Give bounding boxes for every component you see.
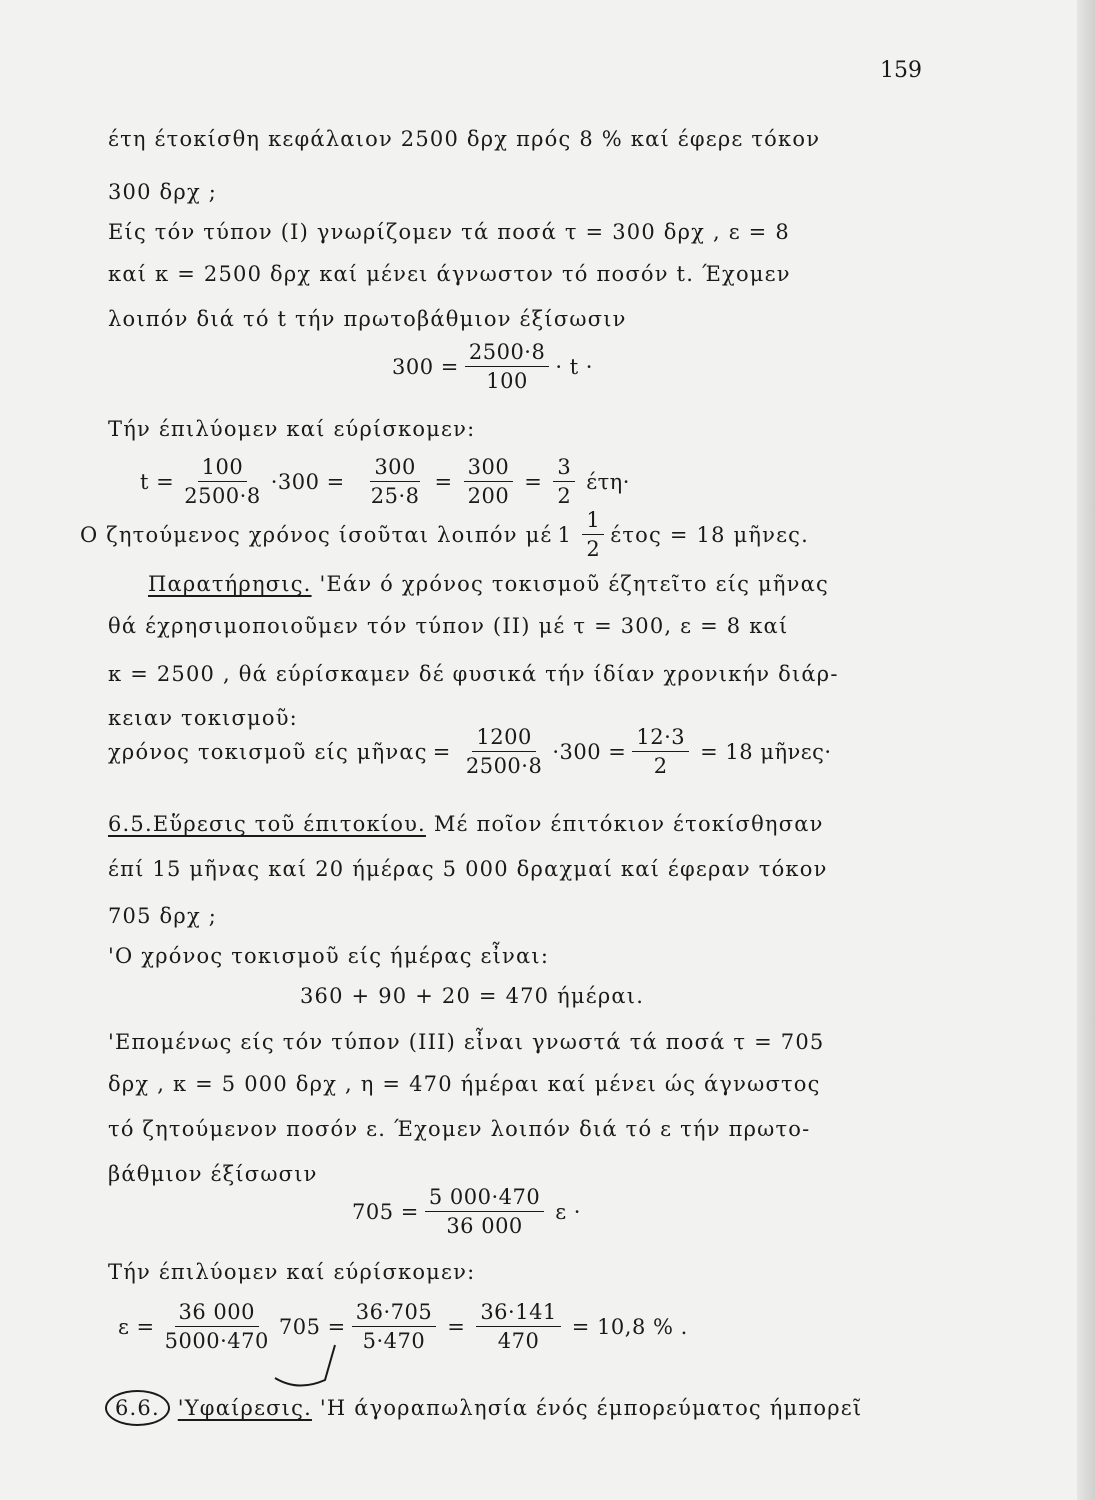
equation-3 [108, 725, 837, 778]
eq-lhs: 705 = [352, 1199, 419, 1224]
fraction [180, 455, 264, 508]
text-line [105, 1390, 862, 1426]
text-span: 'Η άγοραπωλησία ένός έμπορεύματος ήμπορεῖ [319, 1396, 863, 1420]
eq-op: = [432, 739, 451, 764]
numerator: 5 000·470 [425, 1185, 544, 1212]
fraction [476, 1300, 560, 1353]
eq-tail: έτος = 18 μῆνες. [610, 522, 810, 547]
numerator: 100 [198, 455, 248, 482]
eq-op: 705 = [278, 1314, 346, 1339]
eq-lhs: t = [140, 469, 175, 494]
fraction [367, 455, 424, 508]
text-line: 'Ο χρόνος τοκισμοῦ είς ήμέρας εἶναι: [108, 944, 550, 968]
denominator: 25·8 [370, 484, 420, 509]
denominator: 100 [486, 369, 528, 394]
text-line [148, 570, 829, 598]
eq-op: = [434, 469, 453, 494]
numerator: 1200 [472, 725, 535, 752]
denominator: 200 [467, 484, 510, 509]
text-line: 'Επομένως είς τόν τύπον (III) εἶναι γνωστά τά ποσά τ = 705 [108, 1030, 825, 1054]
text-span: 'Εάν ό χρόνος τοκισμοῦ έζητεῖτο είς μῆνας [319, 572, 829, 596]
text-line: βάθμιον έξίσωσιν [108, 1162, 318, 1186]
eq-tail: έτη· [586, 469, 630, 494]
text-line: έπί 15 μῆνας καί 20 ήμέρας 5 000 δραχμαί καί έφεραν τόκον [108, 857, 828, 881]
eq-lhs: ε = [118, 1314, 155, 1339]
text-line [108, 810, 824, 838]
eq-tail: · t · [555, 354, 593, 379]
numerator: 36·705 [352, 1300, 436, 1327]
numerator: 12·3 [632, 725, 689, 752]
denominator: 2 [653, 754, 668, 779]
denominator: 2 [586, 537, 601, 562]
text-line: 300 δρχ ; [108, 180, 218, 204]
numerator: 36·141 [476, 1300, 560, 1327]
fraction [465, 340, 549, 393]
equation-2 [140, 455, 635, 508]
section-heading: 'Υφαίρεσις. [177, 1396, 312, 1420]
denominator: 470 [497, 1329, 540, 1354]
numerator: 2500·8 [465, 340, 549, 367]
text-line: Είς τόν τύπον (I) γνωρίζομεν τά ποσά τ = 300 δρχ , ε = 8 [108, 220, 790, 244]
text-line: λοιπόν διά τό t τήν πρωτοβάθμιον έξίσωσιν [108, 307, 627, 331]
mixed-whole: 1 [557, 522, 572, 547]
page-edge [1077, 0, 1095, 1500]
text-line: Ο ζητούμενος χρόνος ίσοῦται λοιπόν μέ [80, 522, 553, 547]
numerator: 3 [553, 455, 575, 482]
eq-op: ·300 = [270, 469, 345, 494]
fraction [352, 1300, 436, 1353]
text-line: κειαν τοκισμοῦ: [108, 706, 298, 730]
section-heading: 6.5.Εὕρεσις τοῦ έπιτοκίου. [108, 812, 426, 836]
numerator: 1 [582, 508, 604, 535]
text-line: θά έχρησιμοποιοῦμεν τόν τύπον (II) μέ τ = 300, ε = 8 καί [108, 614, 789, 638]
hand-check-mark [270, 1340, 340, 1395]
eq-tail: ε · [555, 1199, 581, 1224]
section-heading: Παρατήρησις. [148, 572, 312, 596]
fraction [462, 725, 546, 778]
text-line: κ = 2500 , θά εύρίσκαμεν δέ φυσικά τήν ίδίαν χρονικήν διάρ- [108, 662, 839, 686]
eq-op: ·300 = [552, 739, 627, 764]
numerator: 300 [370, 455, 420, 482]
equation-5 [118, 1300, 693, 1353]
page-number: 159 [880, 58, 922, 83]
denominator: 5000·470 [164, 1329, 269, 1354]
fraction [582, 508, 604, 561]
text-line: Τήν έπιλύομεν καί εύρίσκομεν: [108, 417, 476, 441]
eq-op: = [447, 1314, 466, 1339]
eq-lhs: 300 = [392, 354, 459, 379]
fraction [425, 1185, 544, 1238]
denominator: 2 [557, 484, 572, 509]
text-line: έτη έτοκίσθη κεφάλαιον 2500 δρχ πρός 8 % καί έφερε τόκον [108, 127, 821, 151]
denominator: 5·470 [362, 1329, 426, 1354]
denominator: 2500·8 [184, 484, 261, 509]
fraction [632, 725, 689, 778]
result-line [80, 508, 809, 561]
text-line: Τήν έπιλύομεν καί εύρίσκομεν: [108, 1260, 476, 1284]
text-line: καί κ = 2500 δρχ καί μένει άγνωστον τό ποσόν t. Έχομεν [108, 262, 791, 286]
numerator: 300 [464, 455, 514, 482]
text-span: χρόνος τοκισμοῦ είς μῆνας [108, 739, 428, 764]
equation-4 [352, 1185, 586, 1238]
fraction [464, 455, 514, 508]
text-line: 360 + 90 + 20 = 470 ήμέραι. [300, 984, 645, 1008]
text-line: τό ζητούμενον ποσόν ε. Έχομεν λοιπόν διά τό ε τήν πρωτο- [108, 1117, 811, 1141]
equation-1 [392, 340, 593, 393]
text-line: 705 δρχ ; [108, 904, 218, 928]
eq-tail: = 10,8 % . [571, 1314, 688, 1339]
fraction [161, 1300, 273, 1353]
circled-section-number: 6.6. [105, 1390, 170, 1426]
text-line: δρχ , κ = 5 000 δρχ , η = 470 ήμέραι καί μένει ώς άγνωστος [108, 1072, 821, 1096]
eq-tail: = 18 μῆνες· [700, 739, 832, 764]
denominator: 2500·8 [465, 754, 543, 779]
eq-op: = [524, 469, 543, 494]
text-span: Μέ ποῖον έπιτόκιον έτοκίσθησαν [433, 812, 824, 836]
numerator: 36 000 [175, 1300, 259, 1327]
fraction [553, 455, 575, 508]
denominator: 36 000 [446, 1214, 523, 1239]
